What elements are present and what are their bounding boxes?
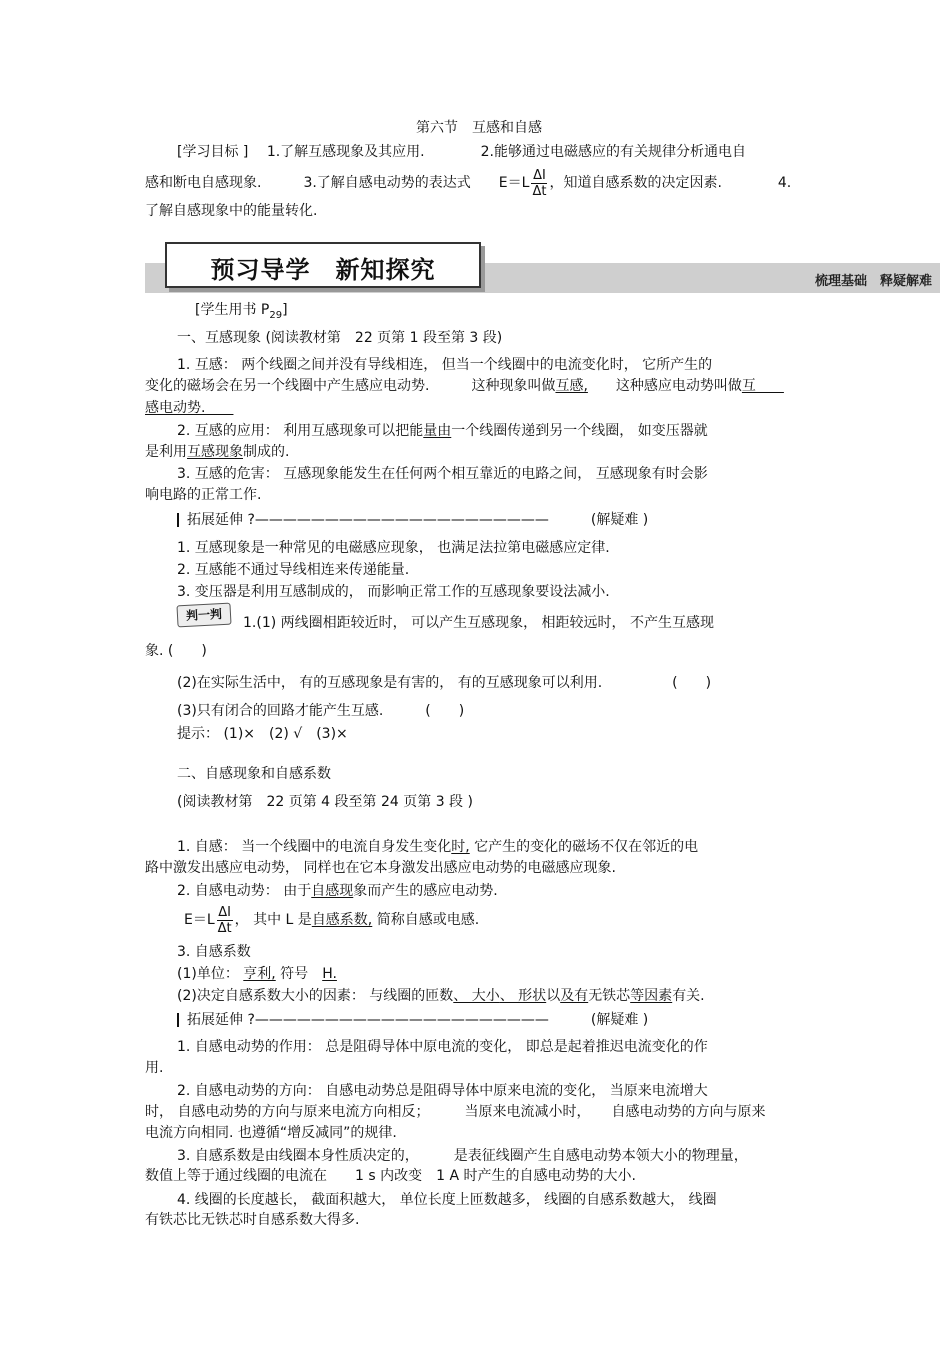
s1-p1-line1: 1. 互感： 两个线圈之间并没有导线相连， 但当一个线圈中的电流变化时， 它所产生的: [177, 357, 713, 373]
s2-ext-3-line2: 数值上等于通过线圈的电流在 1 s 内改变 1 A 时产生的自感电动势的大小.: [145, 1168, 636, 1184]
extension-bar: [177, 513, 179, 527]
s2-ext-1-line2: 用.: [145, 1060, 164, 1076]
s1-p2-text-c: 是利用: [145, 444, 187, 460]
objectives-text-2a: 感和断电自感现象. 3.了解自感电动势的表达式 E＝L: [145, 175, 530, 191]
formula-lhs: E＝L: [184, 912, 215, 928]
formula-text-b: ， 其中 L 是: [234, 912, 312, 928]
factor-text-a: (2)决定自感系数大小的因素： 与线圈的匝数: [177, 988, 454, 1004]
s1-p1-blank-1: 互感,: [555, 378, 588, 394]
s1-p1-blank-2: 互: [741, 378, 784, 394]
objectives-text-2b: ，知道自感系数的决定因素. 4.: [549, 175, 792, 191]
section2-subheading: (阅读教材第 22 页第 4 段至第 24 页第 3 段 ): [177, 794, 473, 810]
s1-p2-text-d: 制成的.: [243, 444, 290, 460]
formula-text-c: 简称自感或电感.: [372, 912, 480, 928]
formula-blank: 自感系数,: [311, 912, 373, 928]
s1-ext-1: 1. 互感现象是一种常见的电磁感应现象， 也满足法拉第电磁感应定律.: [177, 540, 610, 556]
s2-ext-2-line3: 电流方向相同. 也遵循“增反减同”的规律.: [145, 1125, 397, 1141]
s1-p2-line2: [145, 442, 289, 462]
s2-unit-line: [177, 964, 337, 984]
fraction-numerator: ΔI: [533, 167, 546, 183]
book-ref-page: 29: [269, 309, 283, 321]
s2-p1-blank: 时,: [451, 839, 470, 855]
s2-ext-4-line2: 有铁芯比无铁芯时自感系数大得多.: [145, 1212, 360, 1228]
book-ref-end: ]: [282, 302, 288, 318]
s1-p1-line3: [145, 398, 233, 418]
formula-fraction: [531, 168, 547, 199]
s1-extension-header: [177, 510, 648, 530]
s1-p2-blank-1: 量由: [423, 423, 452, 439]
question-3: (3)只有闭合的回路才能产生互感. ( ): [177, 703, 465, 719]
hint-answers: 提示： (1)× (2) √ (3)×: [177, 726, 348, 742]
s1-p2-text-b: 一个线圈传递到另一个线圈， 如变压器就: [451, 423, 708, 439]
s1-p1-line2: [145, 376, 784, 396]
s1-p1-text-b: 这种感应电动势叫做: [587, 378, 742, 394]
factor-blank-4: 等因素: [630, 988, 673, 1004]
factor-text-d: 有关.: [672, 988, 705, 1004]
unit-blank-1: 亨利,: [243, 966, 276, 982]
s1-ext-3: 3. 变压器是利用互感制成的， 而影响正常工作的互感现象要设法减小.: [177, 584, 610, 600]
objectives-text-1: 1.了解互感现象及其应用. 2.能够通过电磁感应的有关规律分析通电自: [266, 144, 746, 160]
judge-icon: 判一判: [176, 603, 231, 628]
s1-p2-text-a: 2. 互感的应用： 利用互感现象可以把能: [177, 423, 424, 439]
factor-text-b: 以: [546, 988, 561, 1004]
s1-p1-text: 变化的磁场会在另一个线圈中产生感应电动势. 这种现象叫做: [145, 378, 556, 394]
formula-fraction-2: [217, 905, 233, 936]
s2-p3: 3. 自感系数: [177, 944, 251, 960]
factor-blank-1: 、 大小: [453, 988, 500, 1004]
s2-p1-line1: [177, 837, 698, 857]
banner-title: 预习导学 新知探究: [210, 255, 436, 284]
question-1-line2: 象. ( ): [145, 643, 207, 659]
s2-extension-header: [177, 1010, 648, 1030]
unit-text-a: (1)单位：: [177, 966, 244, 982]
s1-p2-blank-2: 互感现象: [187, 444, 243, 460]
s2-p1-text-b: 它产生的变化的磁场不仅在邻近的电: [469, 839, 699, 855]
banner-box: [165, 242, 481, 288]
fraction-denominator: Δt: [532, 183, 547, 199]
s2-factor-line: [177, 986, 705, 1006]
s2-extension-label: 拓展延伸 ?————————————————————— (解疑难 ): [187, 1012, 649, 1028]
banner-subtitle: 梳理基础 释疑解难: [814, 274, 932, 289]
question-1-line1: 1.(1) 两线圈相距较近时， 可以产生互感现象， 相距较远时， 不产生互感现: [243, 615, 714, 631]
unit-text-b: 符号: [275, 966, 323, 982]
objectives-line-2: [145, 166, 791, 200]
book-reference: [195, 300, 288, 326]
s2-ext-2-line1: 2. 自感电动势的方向： 自感电动势总是阻碍导体中原来电流的变化， 当原来电流增大: [177, 1083, 708, 1099]
s2-ext-1-line1: 1. 自感电动势的作用： 总是阻碍导体中原电流的变化， 即总是起着推迟电流变化的作: [177, 1039, 708, 1055]
unit-blank-2: H.: [322, 966, 337, 982]
fraction-denominator-2: Δt: [217, 920, 232, 936]
s2-formula-line: [184, 902, 479, 938]
s2-p2-blank: 自感现: [311, 883, 354, 899]
s2-ext-3-line1: 3. 自感系数是由线圈本身性质决定的， 是表征线圈产生自感电动势本领大小的物理量，: [177, 1148, 748, 1164]
objectives-line-3: 了解自感现象中的能量转化.: [145, 203, 318, 219]
s2-p2: [177, 881, 498, 901]
s2-p1-text-a: 1. 自感： 当一个线圈中的电流自身发生变化: [177, 839, 452, 855]
fraction-numerator-2: ΔI: [218, 904, 232, 920]
factor-blank-3: 及有: [560, 988, 589, 1004]
extension-bar-2: [177, 1013, 179, 1027]
factor-text-c: 无铁芯: [588, 988, 631, 1004]
s2-p2-text-b: 象而产生的感应电动势.: [353, 883, 498, 899]
objectives-label: [学习目标 ]: [177, 144, 249, 160]
s1-p1-blank-3: 感电动势.: [145, 400, 234, 416]
page-title: 第六节 互感和自感: [416, 120, 542, 136]
s1-p2-line1: [177, 421, 708, 441]
s2-p2-text-a: 2. 自感电动势： 由于: [177, 883, 312, 899]
s1-ext-2: 2. 互感能不通过导线相连来传递能量.: [177, 562, 410, 578]
s1-p3-line2: 响电路的正常工作.: [145, 487, 262, 503]
s2-p1-line2: 路中激发出感应电动势， 同样也在它本身激发出感应电动势的电磁感应现象.: [145, 860, 616, 876]
s1-p3-line1: 3. 互感的危害： 互感现象能发生在任何两个相互靠近的电路之间， 互感现象有时会影: [177, 466, 708, 482]
factor-blank-2: 、 形状: [499, 988, 547, 1004]
s2-ext-4-line1: 4. 线圈的长度越长， 截面积越大， 单位长度上匝数越多， 线圈的自感系数越大， 线圈: [177, 1192, 717, 1208]
objectives-line-1: [177, 142, 746, 162]
s1-extension-label: 拓展延伸 ?————————————————————— (解疑难 ): [187, 512, 649, 528]
book-ref-text: [学生用书 P: [195, 302, 270, 318]
s2-ext-2-line2: 时， 自感电动势的方向与原来电流方向相反； 当原来电流减小时， 自感电动势的方向与原来: [145, 1104, 766, 1120]
section2-heading: 二、自感现象和自感系数: [177, 766, 331, 782]
question-2: (2)在实际生活中， 有的互感现象是有害的， 有的互感现象可以利用. ( ): [177, 675, 712, 691]
section1-heading: 一、互感现象 (阅读教材第 22 页第 1 段至第 3 段): [177, 330, 503, 346]
